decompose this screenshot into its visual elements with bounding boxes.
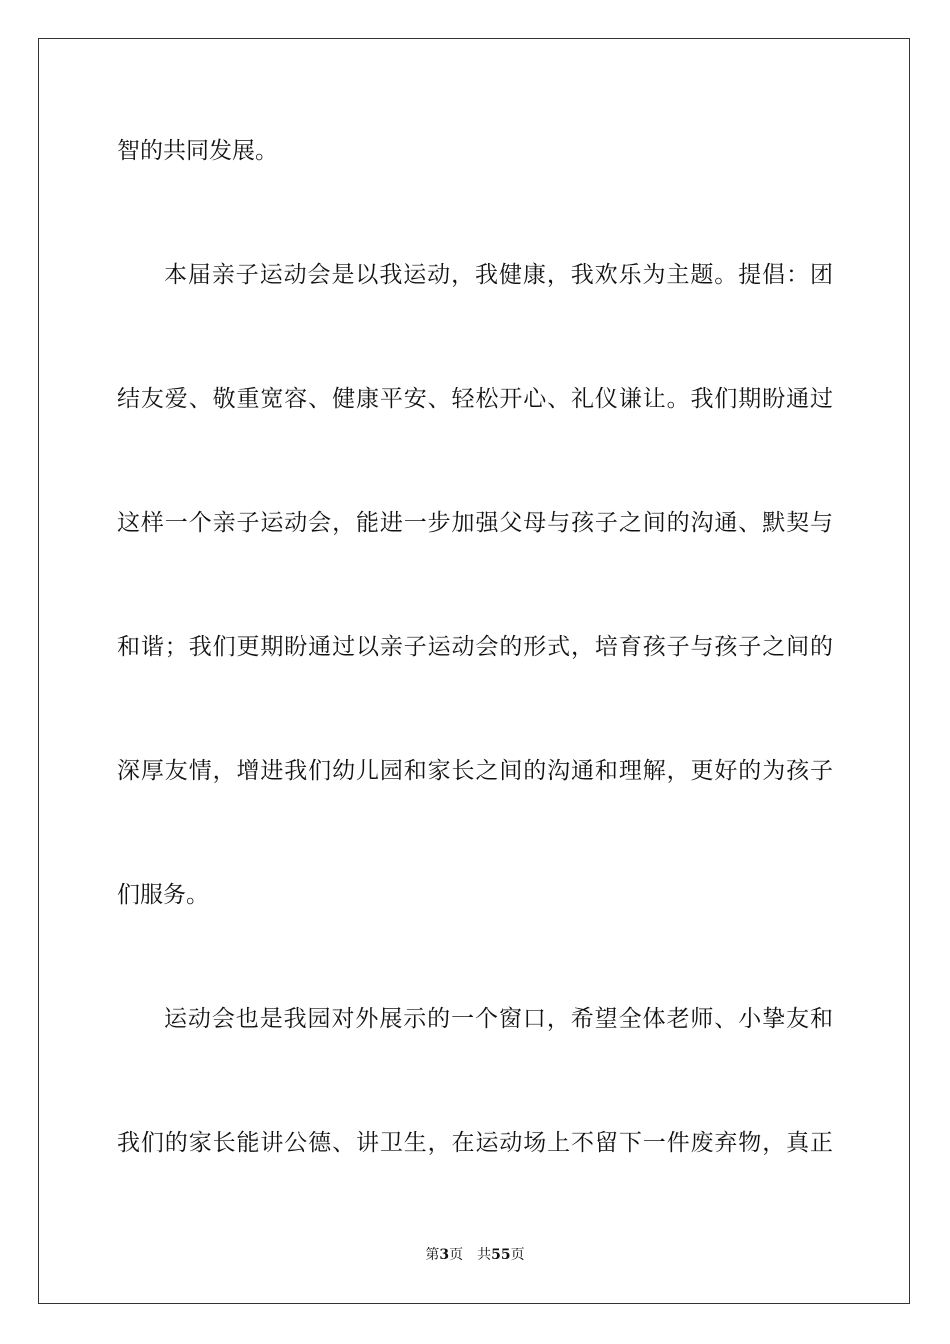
body-line: 这样一个亲子运动会，能进一步加强父母与孩子之间的沟通、默契与: [117, 510, 833, 536]
paragraph-start-line: 本届亲子运动会是以我运动，我健康，我欢乐为主题。提倡：团: [164, 262, 833, 288]
paragraph-start-line: 运动会也是我园对外展示的一个窗口，希望全体老师、小挚友和: [164, 1006, 833, 1032]
page-footer: [0, 1246, 950, 1264]
body-line: 深厚友情，增进我们幼儿园和家长之间的沟通和理解，更好的为孩子: [117, 758, 833, 784]
total-suffix: 页: [510, 1247, 525, 1263]
page-number: 3: [439, 1247, 450, 1263]
page-prefix: 第: [425, 1247, 440, 1263]
body-line: 们服务。: [117, 882, 209, 908]
body-line: 我们的家长能讲公德、讲卫生，在运动场上不留下一件废弃物，真正: [117, 1130, 833, 1156]
total-prefix: 共: [477, 1247, 492, 1263]
page-suffix: 页: [449, 1247, 464, 1263]
body-line: 和谐；我们更期盼通过以亲子运动会的形式，培育孩子与孩子之间的: [117, 634, 833, 660]
body-line: 结友爱、敬重宽容、健康平安、轻松开心、礼仪谦让。我们期盼通过: [117, 386, 833, 412]
body-line: 智的共同发展。: [117, 138, 278, 164]
page-border: [38, 38, 910, 1304]
total-pages: 55: [491, 1247, 511, 1263]
